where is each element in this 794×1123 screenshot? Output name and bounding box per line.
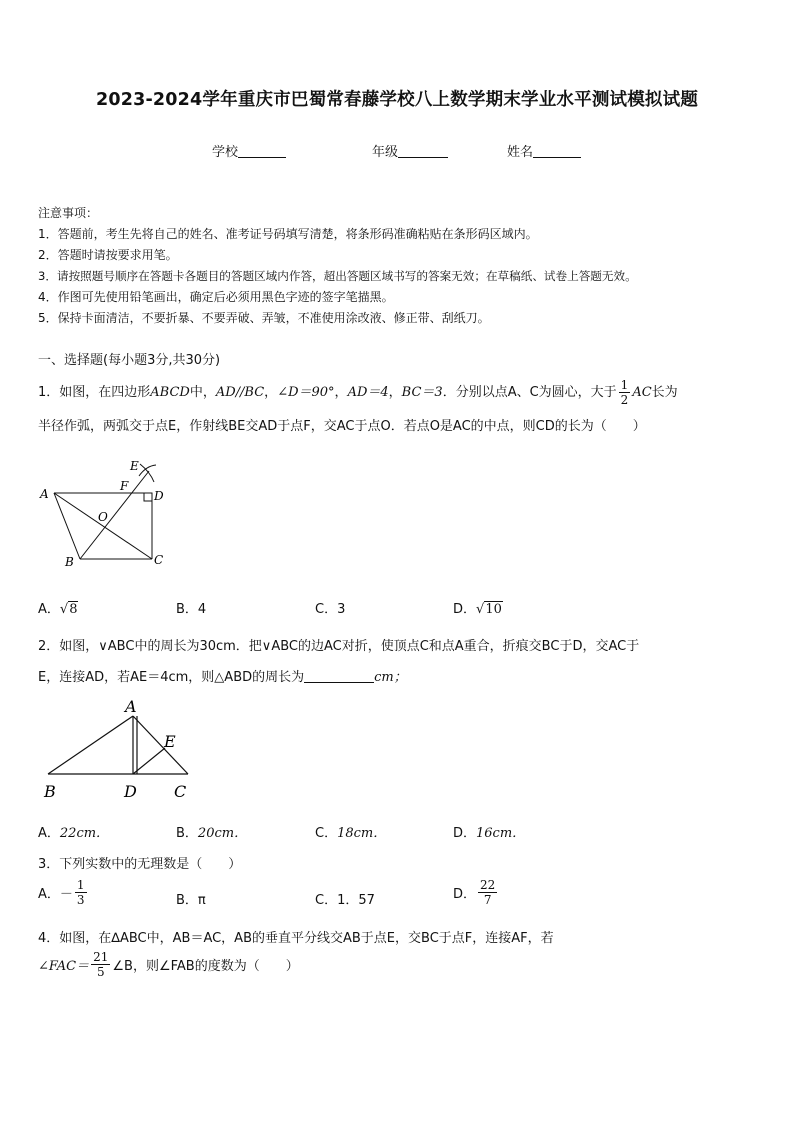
- label-C: C: [174, 782, 187, 801]
- school-field[interactable]: [212, 141, 286, 160]
- q1-line1: 1．如图，在四边形ABCD中，AD//BC，∠D＝90°，AD＝4，BC＝3．分别以点A、C为圆心，大于 $\frac{1}{2}$ AC长为: [38, 378, 678, 407]
- school-blank[interactable]: [238, 145, 286, 158]
- page-title: 2023-2024学年重庆市巴蜀常春藤学校八上数学期末学业水平测试模拟试题: [95, 90, 699, 110]
- q1-option-c[interactable]: C．3: [315, 602, 346, 617]
- label-B: B: [44, 782, 56, 801]
- label-A: A: [125, 697, 137, 716]
- q2-option-c[interactable]: C．18cm．: [315, 826, 387, 841]
- label-A: A: [40, 487, 49, 501]
- q1-figure: [36, 458, 166, 570]
- q4-fraction: $\frac{21}{5}$: [93, 950, 109, 979]
- name-field[interactable]: [507, 141, 581, 160]
- notes: [38, 203, 637, 329]
- q1-fraction: $\frac{1}{2}$: [620, 378, 629, 407]
- note-item: 5．保持卡面清洁，不要折暴、不要弄破、弄皱，不准使用涂改液、修正带、刮纸刀。: [38, 311, 490, 325]
- q4-line1: 4．如图，在∆ABC中，AB＝AC，AB的垂直平分线交AB于点E，交BC于点F，连接AF，若: [38, 931, 554, 946]
- q3-option-c[interactable]: C．1．57: [315, 893, 375, 908]
- school-label: 学校: [212, 145, 239, 160]
- q3-option-b[interactable]: B．π: [176, 893, 206, 908]
- label-D: D: [154, 489, 164, 503]
- q1-option-a[interactable]: A．√8: [38, 602, 78, 617]
- q2-option-b[interactable]: B．20cm．: [176, 826, 248, 841]
- name-label: 姓名: [507, 145, 534, 160]
- note-item: 2．答题时请按要求用笔。: [38, 248, 178, 262]
- q1-line2: 半径作弧，两弧交于点E，作射线BE交AD于点F，交AC于点O．若点O是AC的中点，则CD的长为（ ）: [38, 419, 646, 434]
- q2-line1: 2．如图，∨ABC中的周长为30cm．把∨ABC的边AC对折，使顶点C和点A重合，折痕交BC于D，交AC于: [38, 639, 640, 654]
- note-item: 3．请按照题号顺序在答题卡各题目的答题区域内作答，超出答题区域书写的答案无效；在草稿纸、试卷上答题无效。: [38, 269, 637, 283]
- q2-answer-blank[interactable]: [304, 670, 374, 683]
- note-item: 4．作图可先使用铅笔画出，确定后必须用黑色字迹的签字笔描黑。: [38, 290, 394, 304]
- label-C: C: [154, 553, 164, 567]
- q3-option-d[interactable]: D． $\frac{22}{7}$: [453, 878, 496, 907]
- q2-option-d[interactable]: D．16cm．: [453, 826, 526, 841]
- label-B: B: [65, 555, 74, 569]
- q2-option-a[interactable]: A．22cm．: [38, 826, 110, 841]
- q2-figure: [40, 696, 196, 804]
- label-E: E: [130, 459, 139, 473]
- name-blank[interactable]: [533, 145, 581, 158]
- label-D: D: [124, 782, 137, 801]
- notes-heading: 注意事项：: [38, 206, 99, 220]
- note-item: 1．答题前，考生先将自己的姓名、准考证号码填写清楚，将条形码准确粘贴在条形码区域内。: [38, 227, 538, 241]
- q3-stem: 3．下列实数中的无理数是（ ）: [38, 857, 242, 872]
- section-heading: 一、选择题(每小题3分,共30分): [38, 353, 221, 368]
- q1-option-d[interactable]: D．√10: [453, 602, 502, 617]
- label-E: E: [164, 732, 176, 751]
- grade-label: 年级: [372, 145, 399, 160]
- q2-line2: E，连接AD，若AE＝4cm，则△ABD的周长为 cm；: [38, 670, 407, 685]
- label-F: F: [120, 479, 129, 493]
- grade-blank[interactable]: [398, 145, 448, 158]
- q4-line2: ∠FAC＝ $\frac{21}{5}$ ∠B，则∠FAB的度数为（ ）: [38, 950, 299, 979]
- q3-option-a[interactable]: A．－ $\frac{1}{3}$: [38, 878, 85, 907]
- label-O: O: [98, 510, 108, 524]
- grade-field[interactable]: [372, 141, 448, 160]
- q1-option-b[interactable]: B．4: [176, 602, 207, 617]
